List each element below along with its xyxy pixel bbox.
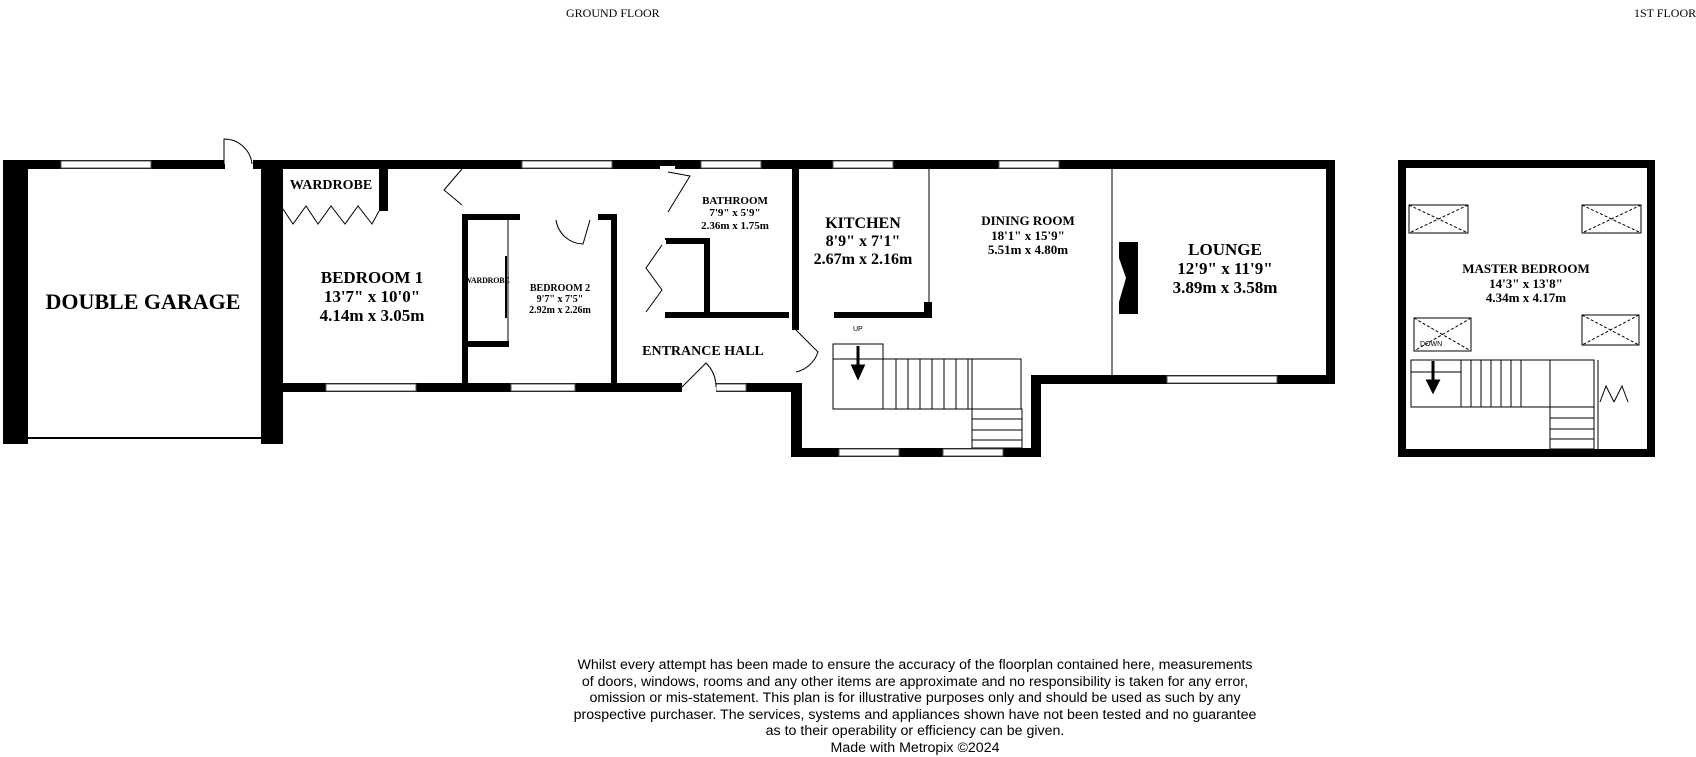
room-name: ENTRANCE HALL	[642, 344, 764, 359]
wardrobe-2-label	[464, 277, 508, 286]
room-name: DINING ROOM	[981, 213, 1075, 228]
entrance-hall-label	[620, 344, 786, 360]
room-name: BATHROOM	[702, 195, 768, 207]
room-name: BEDROOM 1	[320, 268, 424, 287]
double-garage-label	[30, 290, 256, 315]
room-name: KITCHEN	[825, 215, 901, 232]
room-imperial-size: 12'9" x 11'9"	[1177, 259, 1273, 279]
disclaimer-line: omission or mis-statement. This plan is for illustrative purposes only and should be used as such by any	[589, 690, 1241, 707]
disclaimer	[540, 657, 1290, 757]
master-bedroom-label	[1440, 262, 1612, 306]
room-metric-size: 4.14m x 3.05m	[319, 306, 425, 326]
disclaimer-line: of doors, windows, rooms and any other items are approximate and no responsibility is taken for any error,	[581, 673, 1249, 690]
lounge-label	[1150, 240, 1300, 297]
room-metric-size: 3.89m x 3.58m	[1172, 278, 1278, 298]
room-imperial-size: 14'3" x 13'8"	[1489, 275, 1563, 291]
room-metric-size: 2.67m x 2.16m	[813, 250, 913, 268]
room-name: WARDROBE	[464, 276, 510, 285]
room-metric-size: 4.34m x 4.17m	[1485, 290, 1567, 306]
first-floor-plan	[1398, 160, 1655, 457]
first-floor-stairs	[1411, 360, 1594, 449]
room-metric-size: 5.51m x 4.80m	[987, 242, 1069, 258]
stairs-down-label: DOWN	[1420, 341, 1443, 348]
bedroom-2-label	[510, 283, 610, 317]
room-imperial-size: 7'9" x 5'9"	[709, 207, 761, 220]
room-imperial-size: 9'7" x 7'5"	[536, 294, 584, 306]
disclaimer-line: as to their operability or efficiency can be given.	[765, 723, 1065, 740]
first-floor-partitions	[1598, 360, 1628, 449]
room-imperial-size: 13'7" x 10'0"	[323, 287, 421, 307]
kitchen-label	[800, 215, 926, 269]
room-imperial-size: 18'1" x 15'9"	[991, 227, 1065, 243]
room-metric-size: 2.92m x 2.26m	[529, 305, 591, 317]
room-name: WARDROBE	[289, 178, 373, 193]
first-floor-title: 1ST FLOOR	[1634, 6, 1696, 20]
room-name: LOUNGE	[1188, 240, 1262, 259]
ground-floor-title: GROUND FLOOR	[566, 6, 660, 20]
room-name: DOUBLE GARAGE	[45, 289, 241, 314]
disclaimer-line: Whilst every attempt has been made to ensure the accuracy of the floorplan contained here, measurements	[577, 657, 1253, 673]
disclaimer-line: prospective purchaser. The services, systems and appliances shown have not been tested and no guarantee	[573, 706, 1257, 723]
bedroom-1-label	[290, 268, 454, 325]
room-metric-size: 2.36m x 1.75m	[701, 219, 769, 232]
room-name: BEDROOM 2	[529, 283, 591, 294]
dining-room-label	[960, 214, 1096, 258]
credit-line: Made with Metropix ©2024	[830, 739, 1000, 756]
ground-stairs	[833, 344, 1022, 448]
fireplace	[1119, 242, 1138, 314]
stairs-up-label: UP	[853, 326, 863, 333]
room-name: MASTER BEDROOM	[1462, 261, 1590, 276]
wardrobe-1-label	[283, 178, 379, 194]
bathroom-label	[680, 195, 790, 232]
room-imperial-size: 8'9" x 7'1"	[825, 232, 901, 250]
